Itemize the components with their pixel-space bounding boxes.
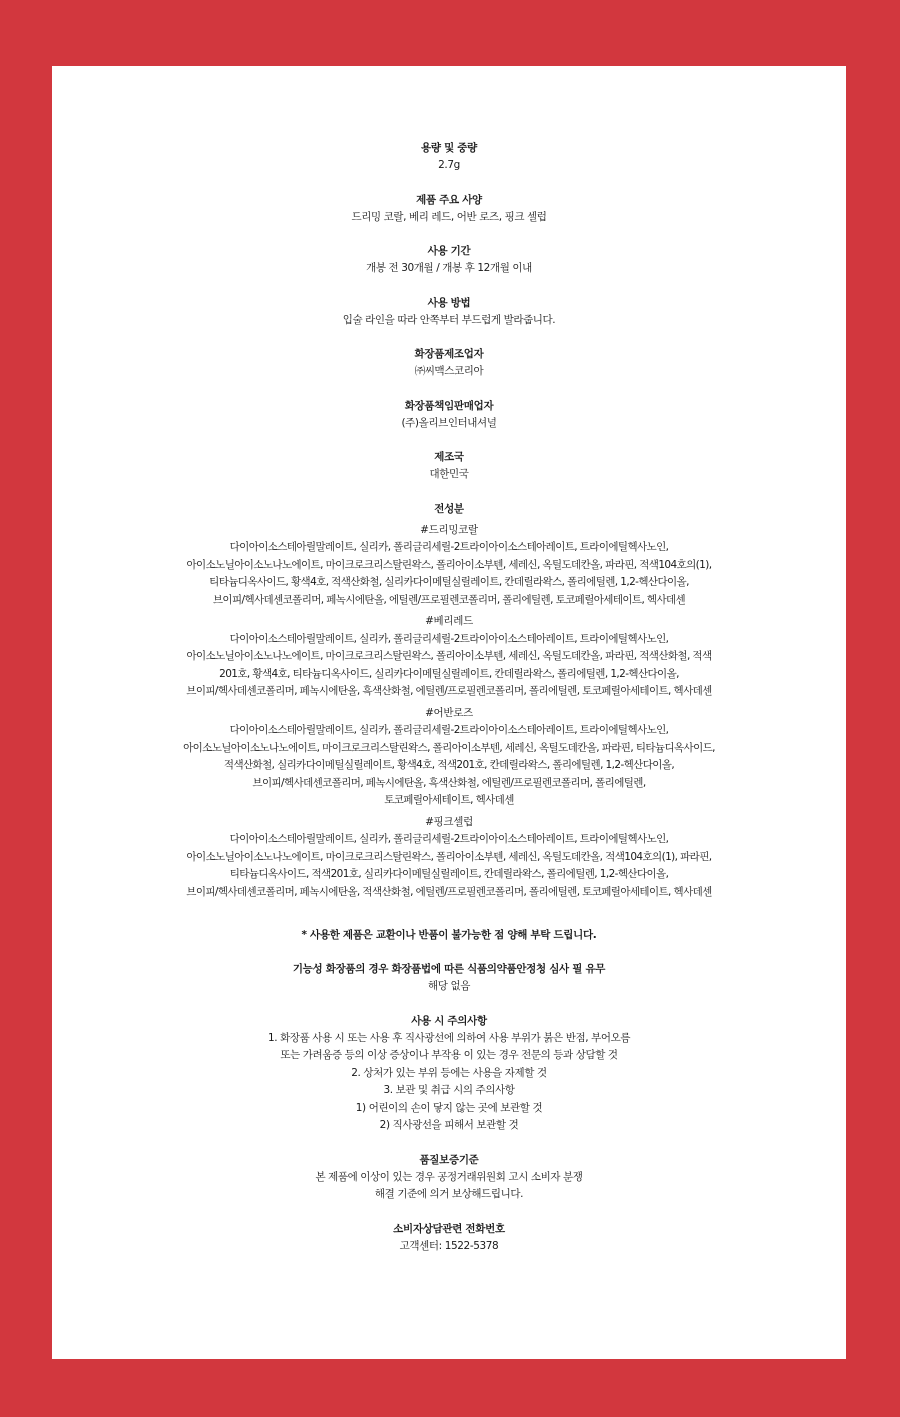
section-title: 용량 및 중량: [421, 142, 477, 154]
section-text: 2.7g: [438, 159, 460, 171]
section-manufacturer: [89, 346, 809, 381]
section-title: 소비자상담관련 전화번호: [393, 1222, 505, 1235]
section-spec: [89, 192, 809, 227]
ingredient-group-name: #어반로즈: [425, 706, 473, 719]
section-text: 드리밍 코랄, 베리 레드, 어반 로즈, 핑크 셀럽: [351, 210, 547, 223]
section-title: 화장품책임판매업자: [404, 399, 494, 412]
section-title: 사용 기간: [427, 245, 471, 257]
ingredient-group-name: #드리밍코랄: [420, 523, 478, 536]
section-text: 1. 화장품 사용 시 또는 사용 후 직사광선에 의하여 사용 부위가 붉은 반점, 부어오름 또는 가려움증 등의 이상 증상이나 부작용 이 있는 경우 전문의 등과 상담할 것 2. 상처가 있는 부위 등에는 사용을 자제할 것 3. 보관 및 취급 시의 주의사항 1) 어린이의 손이 닿지 않는 곳에 보관할 것 2) 직사광선을 피해서 보관할 것: [267, 1031, 631, 1131]
section-title: 사용 방법: [427, 296, 471, 309]
section-text: 입술 라인을 따라 안쪽부터 부드럽게 발라줍니다.: [342, 313, 556, 326]
section-title: 제조국: [434, 451, 464, 463]
section-capacity: [89, 140, 809, 175]
section-text: 본 제품에 이상이 있는 경우 공정거래위원회 고시 소비자 분쟁 해결 기준에 의거 보상해드립니다.: [315, 1170, 583, 1200]
section-country: [89, 449, 809, 484]
ingredient-list: 다이아이소스테아릴말레이트, 실리카, 폴리글리세릴-2트라이아이소스테아레이트, 트라이에틸헥사노인, 아이소노닐아이소노나노에이트, 마이크로크리스탈린왁스, 폴리아이소부텐, 세레신, 옥틸도데칸올, 적색104호의(1), 파라핀, 티타늄디옥사이드, 적색201호, 실리카다이메틸실릴레이트, 칸데릴라왁스, 폴리에틸렌, 1,2-헥산다이올, 브이피/헥사데센코폴리머, 페녹시에탄올, 적색산화철, 에틸렌/프로필렌코폴리머, 폴리에틸렌, 토코페릴아세테이트, 헥사데센: [186, 833, 712, 898]
section-quality-guarantee: [89, 1152, 809, 1204]
section-title: 기능성 화장품의 경우 화장품법에 따른 식품의약품안정청 심사 필 유무: [292, 963, 606, 975]
ingredient-list: 다이아이소스테아릴말레이트, 실리카, 폴리글리세릴-2트라이아이소스테아레이트, 트라이에틸헥사노인, 아이소노닐아이소노나노에이트, 마이크로크리스탈린왁스, 폴리아이소부텐, 세레신, 옥틸도데칸올, 파라핀, 티타늄디옥사이드, 적색산화철, 실리카다이메틸실릴레이트, 황색4호, 적색201호, 칸데릴라왁스, 폴리에틸렌, 1,2-헥산다이올, 브이피/헥사데센코폴리머, 페녹시에탄올, 흑색산화철, 에틸렌/프로필렌코폴리머, 폴리에틸렌, 토코페릴아세테이트, 헥사데센: [183, 724, 715, 806]
ingredient-group-urban-rose: [69, 705, 829, 810]
ingredient-group-dreaming-coral: [69, 522, 829, 610]
ingredients-title: 전성분: [434, 502, 464, 515]
ingredient-group-pink-celeb: [69, 814, 829, 902]
section-ingredients: [69, 501, 829, 902]
info-panel: [52, 66, 846, 1359]
section-period: [89, 243, 809, 278]
ingredient-group-name: #핑크셀럽: [425, 815, 473, 828]
section-text: ㈜씨맥스코리아: [414, 365, 484, 377]
no-return-notice: * 사용한 제품은 교환이나 반품이 불가능한 점 양해 부탁 드립니다.: [301, 929, 597, 941]
section-usage: [89, 295, 809, 330]
section-text: 대한민국: [429, 468, 469, 480]
section-text: 개봉 전 30개월 / 개봉 후 12개월 이내: [366, 262, 532, 274]
section-distributor: [89, 398, 809, 433]
section-text: 해당 없음: [428, 980, 470, 992]
section-functional-review: [89, 961, 809, 996]
ingredient-list: 다이아이소스테아릴말레이트, 실리카, 폴리글리세릴-2트라이아이소스테아레이트, 트라이에틸헥사노인, 아이소노닐아이소노나노에이트, 마이크로크리스탈린왁스, 폴리아이소부텐, 세레신, 옥틸도데칸올, 파라핀, 적색산화철, 적색 201호, 황색4호, 티타늄디옥사이드, 실리카다이메틸실릴레이트, 칸데릴라왁스, 폴리에틸렌, 1,2-헥산다이올, 브이피/헥사데센코폴리머, 페녹시에탄올, 흑색산화철, 에틸렌/프로필렌코폴리머, 폴리에틸렌, 토코페릴아세테이트, 헥사데센: [186, 632, 712, 697]
section-title: 품질보증기준: [419, 1153, 479, 1166]
section-title: 사용 시 주의사항: [411, 1014, 487, 1027]
section-precautions: [89, 1013, 809, 1135]
section-customer-phone: [89, 1221, 809, 1256]
ingredient-list: 다이아이소스테아릴말레이트, 실리카, 폴리글리세릴-2트라이아이소스테아레이트, 트라이에틸헥사노인, 아이소노닐아이소노나노에이트, 마이크로크리스탈린왁스, 폴리아이소부텐, 세레신, 옥틸도데칸올, 파라핀, 적색104호의(1), 티타늄디옥사이드, 황색4호, 적색산화철, 실리카다이메틸실릴레이트, 칸데릴라왁스, 폴리에틸렌, 1,2-헥산다이올, 브이피/헥사데센코폴리머, 페녹시에탄올, 에틸렌/프로필렌코폴리머, 폴리에틸렌, 토코페릴아세테이트, 헥사데센: [186, 541, 712, 606]
section-title: 화장품제조업자: [414, 348, 484, 360]
ingredient-group-berry-red: [69, 613, 829, 701]
section-text: (주)올리브인터내셔널: [401, 416, 497, 429]
section-text: 고객센터: 1522-5378: [399, 1239, 499, 1252]
ingredient-group-name: #베리레드: [425, 615, 473, 627]
section-title: 제품 주요 사양: [416, 193, 482, 206]
